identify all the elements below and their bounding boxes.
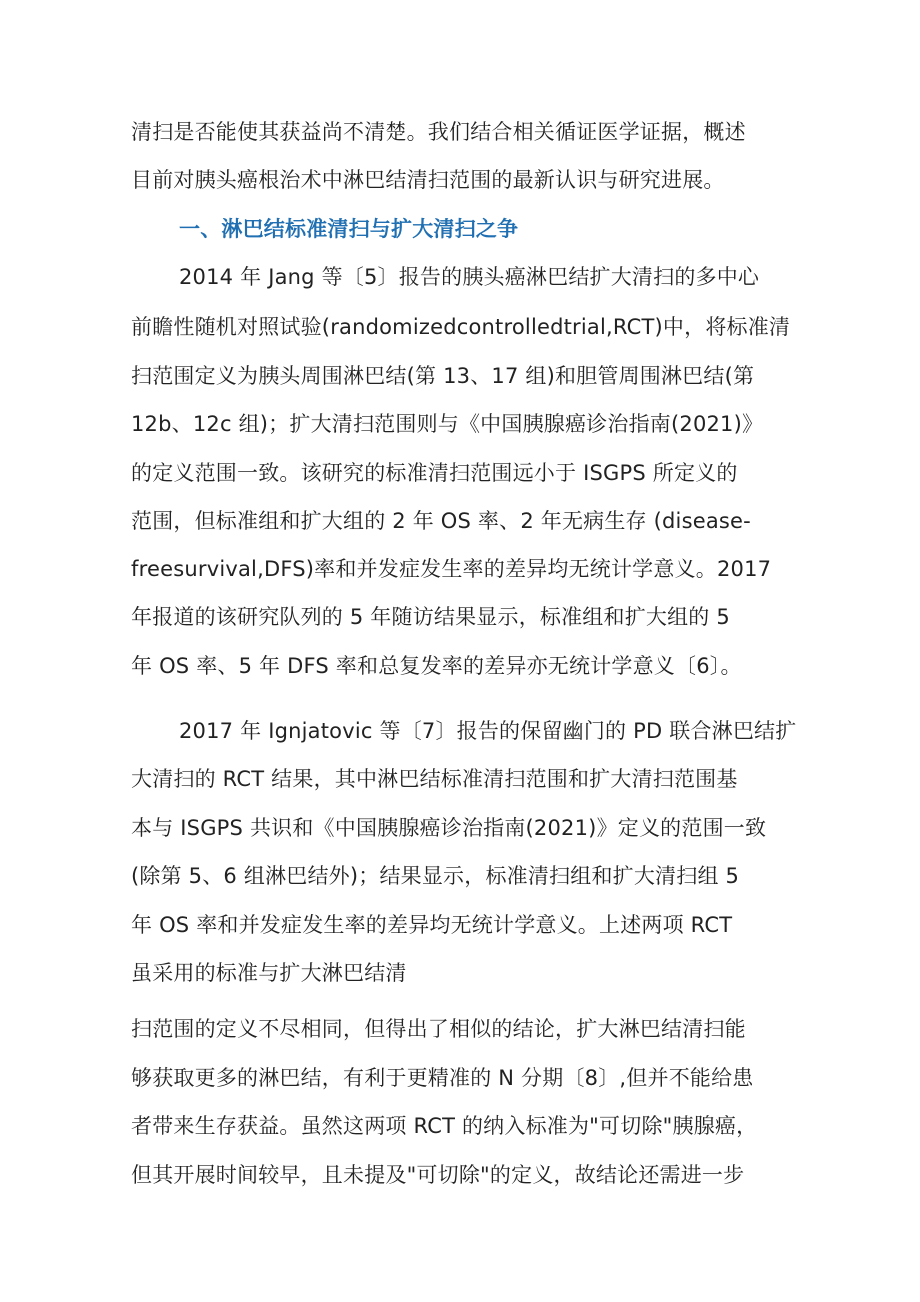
paragraph1-line-6: 范围，但标准组和扩大组的 2 年 OS 率、2 年无病生存 (disease- xyxy=(131,509,751,533)
paragraph1-line-2: 前瞻性随机对照试验(randomizedcontrolledtrial,RCT)中，将标准清 xyxy=(131,315,791,339)
paragraph3-line-3: 者带来生存获益。虽然这两项 RCT 的纳入标准为"可切除"胰腺癌， xyxy=(131,1114,758,1138)
paragraph2-line-6: 虽采用的标准与扩大淋巴结清 xyxy=(131,961,407,985)
paragraph2-line-2: 大清扫的 RCT 结果，其中淋巴结标准清扫范围和扩大清扫范围基 xyxy=(131,767,738,791)
paragraph1-line-5: 的定义范围一致。该研究的标准清扫范围远小于 ISGPS 所定义的 xyxy=(131,461,738,485)
paragraph1-line-1: 2014 年 Jang 等〔5〕报告的胰头癌淋巴结扩大清扫的多中心 xyxy=(179,265,760,289)
paragraph3-line-2: 够获取更多的淋巴结，有利于更精准的 N 分期〔8〕,但并不能给患 xyxy=(131,1066,754,1090)
section-heading: 一、淋巴结标准清扫与扩大清扫之争 xyxy=(179,217,519,241)
paragraph2-line-1: 2017 年 Ignjatovic 等〔7〕报告的保留幽门的 PD 联合淋巴结扩 xyxy=(179,719,797,743)
paragraph2-line-3: 本与 ISGPS 共识和《中国胰腺癌诊治指南(2021)》定义的范围一致 xyxy=(131,816,767,840)
paragraph1-line-3: 扫范围定义为胰头周围淋巴结(第 13、17 组)和胆管周围淋巴结(第 xyxy=(131,364,755,388)
paragraph2-line-5: 年 OS 率和并发症发生率的差异均无统计学意义。上述两项 RCT xyxy=(131,913,733,937)
paragraph1-line-8: 年报道的该研究队列的 5 年随访结果显示，标准组和扩大组的 5 xyxy=(131,605,730,629)
paragraph1-line-9: 年 OS 率、5 年 DFS 率和总复发率的差异亦无统计学意义〔6〕。 xyxy=(131,654,742,678)
paragraph2-line-4: (除第 5、6 组淋巴结外)；结果显示，标准清扫组和扩大清扫组 5 xyxy=(131,864,740,888)
paragraph1-line-4: 12b、12c 组)；扩大清扫范围则与《中国胰腺癌诊治指南(2021)》 xyxy=(131,412,764,436)
intro-line-2: 目前对胰头癌根治术中淋巴结清扫范围的最新认识与研究进展。 xyxy=(131,168,725,192)
paragraph3-line-4: 但其开展时间较早，且未提及"可切除"的定义，故结论还需进一步 xyxy=(131,1163,745,1187)
paragraph3-line-1: 扫范围的定义不尽相同，但得出了相似的结论，扩大淋巴结清扫能 xyxy=(131,1017,746,1041)
paragraph1-line-7: freesurvival,DFS)率和并发症发生率的差异均无统计学意义。2017 xyxy=(131,557,772,581)
intro-line-1: 清扫是否能使其获益尚不清楚。我们结合相关循证医学证据，概述 xyxy=(131,120,746,144)
